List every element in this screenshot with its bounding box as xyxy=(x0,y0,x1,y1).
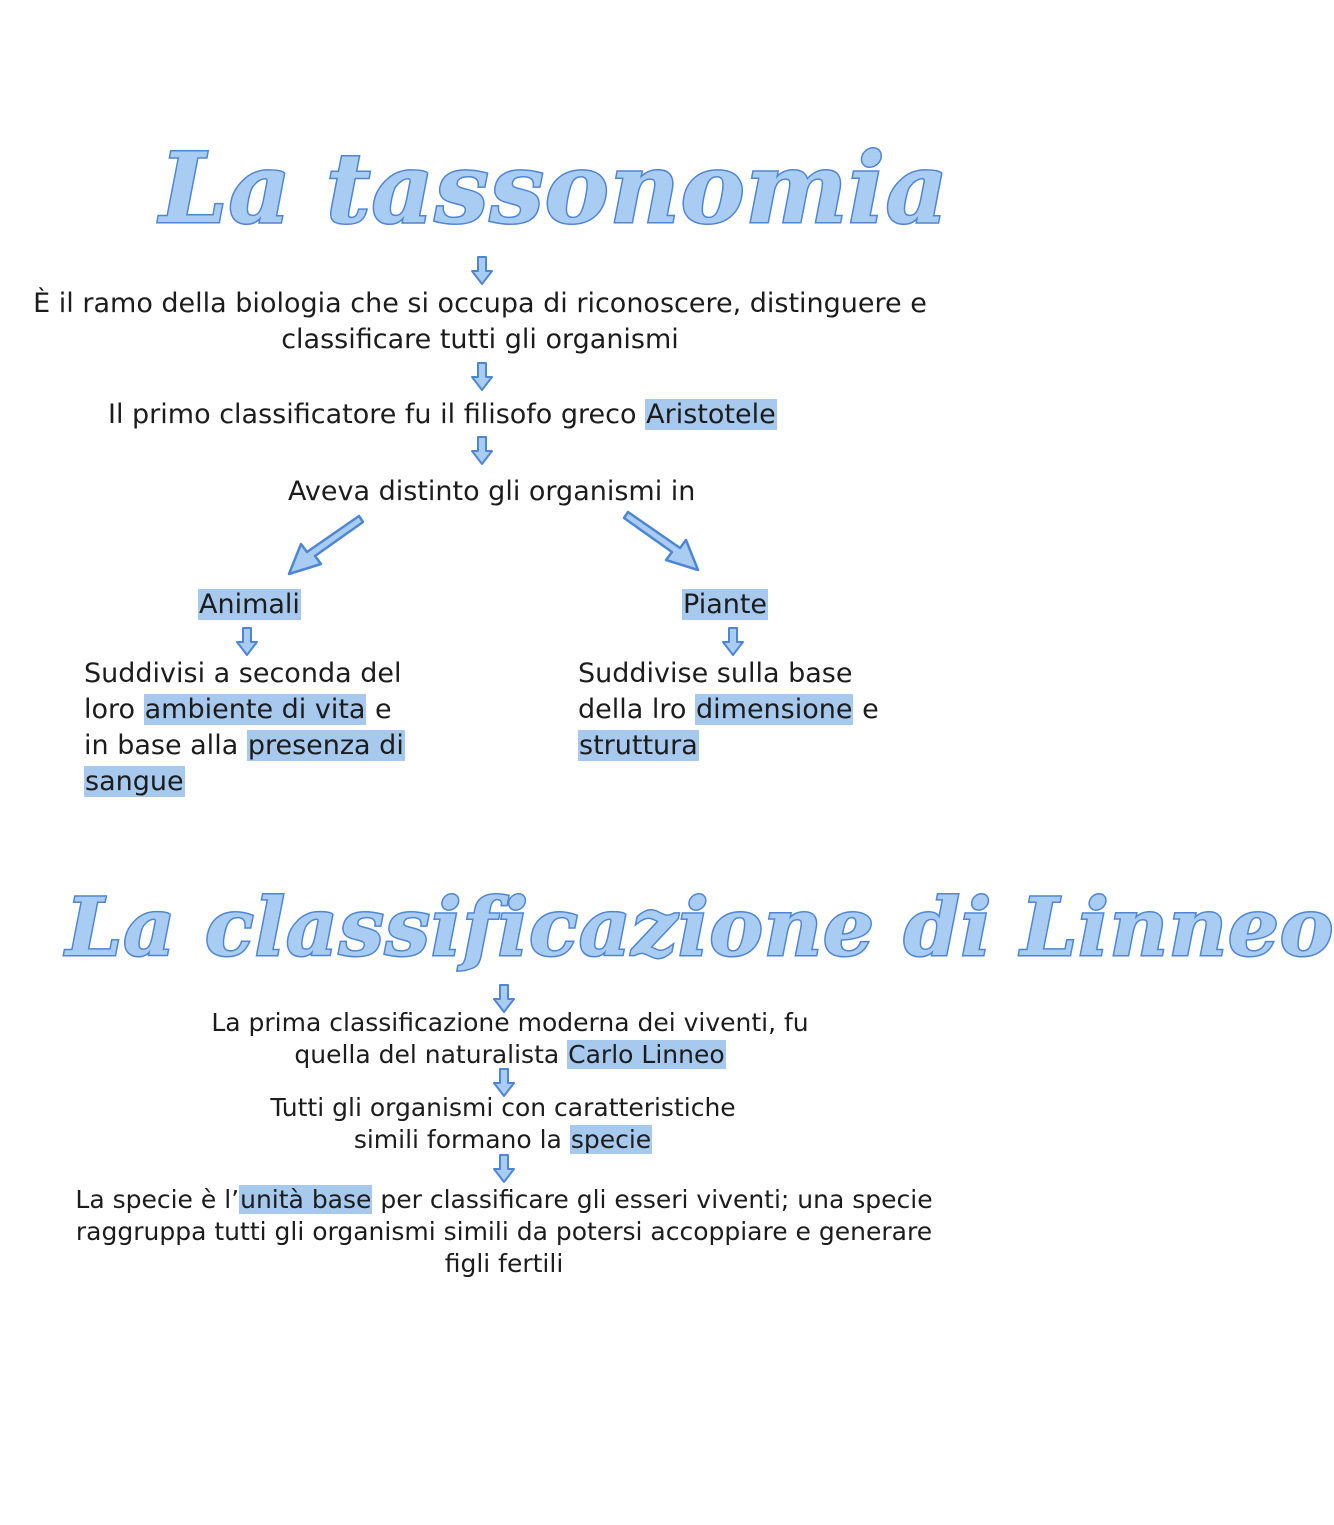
text-fragment: simili formano la xyxy=(353,1125,570,1154)
down-arrow-icon xyxy=(471,362,493,392)
animali-description xyxy=(84,656,405,800)
highlight-unita-base: unità base xyxy=(240,1185,372,1214)
arrow-down-left-icon xyxy=(285,512,365,578)
highlight-piante: Piante xyxy=(683,589,768,620)
down-arrow-icon xyxy=(236,627,258,657)
unit-line-2: raggruppa tutti gli organismi simili da potersi accoppiare e generare xyxy=(75,1217,933,1246)
animali-line-2 xyxy=(84,692,405,728)
species-definition xyxy=(0,1092,1006,1156)
first-classifier xyxy=(108,397,777,433)
page-title: La tassonomia xyxy=(160,132,949,245)
taxonomy-definition xyxy=(0,286,960,358)
definition-line-1: È il ramo della biologia che si occupa di riconoscere, distinguere e xyxy=(33,288,927,319)
text-fragment: in base alla xyxy=(84,730,247,761)
highlight-carlo-linneo: Carlo Linneo xyxy=(568,1040,725,1069)
division-intro: Aveva distinto gli organismi in xyxy=(288,476,696,507)
branch-label-animali xyxy=(198,587,301,623)
text-fragment: e xyxy=(853,694,879,725)
highlight-animali: Animali xyxy=(199,589,300,620)
down-arrow-icon xyxy=(722,627,744,657)
first-modern-classification xyxy=(0,1007,1020,1071)
arrow-down-right-icon xyxy=(622,508,702,574)
species-line-2 xyxy=(0,1124,1006,1156)
animali-line-1: Suddivisi a seconda del xyxy=(84,658,402,689)
first-modern-line-2 xyxy=(0,1039,1020,1071)
species-unit-paragraph xyxy=(0,1184,1008,1280)
highlight-dimensione: dimensione xyxy=(696,694,853,725)
first-modern-line-1: La prima classificazione moderna dei viventi, fu xyxy=(211,1008,809,1037)
first-classifier-text: Il primo classificatore fu il filisofo greco xyxy=(108,399,646,430)
highlight-struttura: struttura xyxy=(579,730,698,761)
species-line-1: Tutti gli organismi con caratteristiche xyxy=(270,1093,736,1122)
highlight-specie: specie xyxy=(570,1125,652,1154)
piante-description xyxy=(578,656,879,764)
animali-line-3 xyxy=(84,728,405,764)
text-fragment: della lro xyxy=(578,694,695,725)
section-title: La classificazione di Linneo xyxy=(66,880,1334,974)
piante-line-2 xyxy=(578,692,879,728)
highlight-ambiente: ambiente di vita xyxy=(144,694,366,725)
text-fragment: La specie è l’ xyxy=(75,1185,240,1214)
text-fragment: quella del naturalista xyxy=(294,1040,568,1069)
branch-label-piante xyxy=(682,587,768,623)
highlight-aristotele: Aristotele xyxy=(646,399,776,430)
unit-line-3: figli fertili xyxy=(444,1249,564,1278)
animali-line-4 xyxy=(84,764,405,800)
text-fragment: loro xyxy=(84,694,144,725)
text-fragment: per classificare gli esseri viventi; una specie xyxy=(372,1185,933,1214)
piante-line-1: Suddivise sulla base xyxy=(578,658,853,689)
highlight-presenza: presenza di xyxy=(247,730,404,761)
piante-line-3 xyxy=(578,728,879,764)
highlight-sangue: sangue xyxy=(85,766,184,797)
unit-line-1 xyxy=(0,1184,1008,1216)
definition-line-2: classificare tutti gli organismi xyxy=(281,324,679,355)
down-arrow-icon xyxy=(471,256,493,286)
down-arrow-icon xyxy=(471,436,493,466)
text-fragment: e xyxy=(366,694,392,725)
down-arrow-icon xyxy=(493,1154,515,1184)
